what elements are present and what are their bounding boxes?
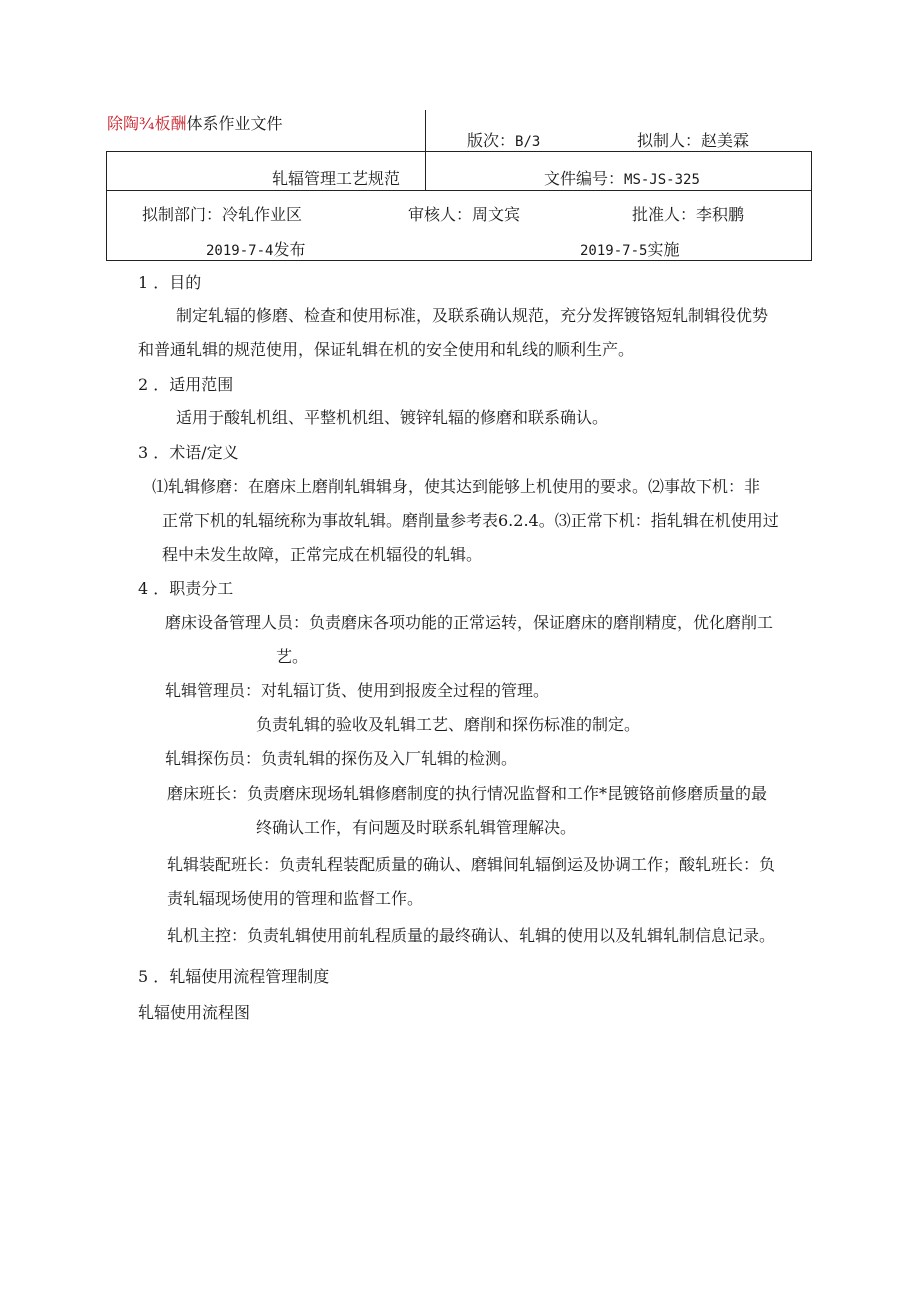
reviewer-cell bbox=[408, 205, 520, 225]
company-name: 除陶¾板酬 bbox=[107, 114, 187, 133]
effective-date: 2019-7-5 bbox=[580, 243, 648, 259]
section-4-para-2-line-1: 轧辑管理员：对轧辐订货、使用到报废全过程的管理。 bbox=[165, 681, 550, 700]
section-3-line-2: 正常下机的轧辐统称为事故轧辑。磨削量参考表6.2.4。⑶正常下机：指轧辑在机使用过 bbox=[162, 511, 779, 530]
dept-cell bbox=[142, 205, 302, 225]
section-3-line-3: 程中未发生故障，正常完成在机辐役的轧辑。 bbox=[162, 545, 483, 564]
dept-label: 拟制部门： bbox=[142, 205, 223, 224]
approver-cell bbox=[632, 205, 744, 225]
release-cell bbox=[206, 240, 305, 261]
section-1-line-1: 制定轧辐的修磨、检查和使用标准，及联系确认规范，充分发挥镀铬短轧制辑役优势 bbox=[176, 306, 769, 325]
section-1-line-2: 和普通轧辑的规范使用，保证轧辑在机的安全使用和轧线的顺利生产。 bbox=[138, 340, 635, 359]
section-4-para-5-line-2: 责轧辐现场使用的管理和监督工作。 bbox=[167, 889, 424, 908]
doc-title: 轧辐管理工艺规范 bbox=[272, 169, 401, 188]
approver-label: 批准人： bbox=[632, 205, 697, 224]
drafter-label: 拟制人： bbox=[637, 131, 702, 150]
version-value: B/3 bbox=[515, 134, 541, 150]
release-suffix: 发布 bbox=[273, 240, 306, 259]
approver-value: 李积鹏 bbox=[696, 205, 745, 224]
section-3-line-1: ⑴轧辑修磨：在磨床上磨削轧辑辑身，使其达到能够上机使用的要求。⑵事故下机：非 bbox=[152, 477, 761, 496]
drafter-cell bbox=[637, 131, 749, 151]
table-right-border bbox=[811, 151, 812, 261]
company-header bbox=[107, 114, 283, 134]
company-suffix: 体系作业文件 bbox=[186, 114, 283, 133]
section-4-para-4-line-1: 磨床班长：负责磨床现场轧辑修磨制度的执行情况监督和工作*昆镀铬前修磨质量的最 bbox=[167, 784, 768, 803]
version-cell bbox=[467, 131, 540, 152]
reviewer-value: 周文宾 bbox=[472, 205, 521, 224]
dept-value: 冷轧作业区 bbox=[222, 205, 303, 224]
doc-number-value: MS-JS-325 bbox=[624, 172, 700, 188]
section-2-line-1: 适用于酸轧机组、平整机机组、镀锌轧辐的修磨和联系确认。 bbox=[176, 408, 609, 427]
section-1-title: 1 ．目的 bbox=[138, 273, 202, 292]
drafter-value: 赵美霖 bbox=[701, 131, 750, 150]
doc-number-label: 文件编号： bbox=[544, 169, 625, 188]
section-5-line-1: 轧辐使用流程图 bbox=[138, 1003, 251, 1022]
section-4-para-4-line-2: 终确认工作，有问题及时联系轧辑管理解决。 bbox=[256, 818, 577, 837]
section-3-title: 3 ．术语/定义 bbox=[138, 443, 239, 462]
section-4-para-1-line-1: 磨床设备管理人员：负责磨床各项功能的正常运转，保证磨床的磨削精度，优化磨削工 bbox=[165, 613, 774, 632]
section-4-para-6-line-1: 轧机主控：负责轧辑使用前轧程质量的最终确认、轧辑的使用以及轧辑轧制信息记录。 bbox=[167, 926, 776, 945]
table-rule-1 bbox=[106, 151, 812, 152]
release-date: 2019-7-4 bbox=[206, 243, 274, 259]
section-4-para-2-line-2: 负责轧辑的验收及轧辑工艺、磨削和探伤标准的制定。 bbox=[256, 715, 641, 734]
section-4-title: 4 ．职责分工 bbox=[138, 579, 234, 598]
effective-suffix: 实施 bbox=[647, 240, 680, 259]
section-4-para-5-line-1: 轧辑装配班长：负责轧程装配质量的确认、磨辑间轧辐倒运及协调工作；酸轧班长：负 bbox=[167, 855, 776, 874]
section-5-title: 5 ．轧辐使用流程管理制度 bbox=[138, 967, 330, 986]
reviewer-label: 审核人： bbox=[408, 205, 473, 224]
section-2-title: 2 ．适用范围 bbox=[138, 375, 234, 394]
effective-cell bbox=[580, 240, 679, 261]
section-4-para-3-line-1: 轧辑探伤员：负责轧辑的探伤及入厂轧辑的检测。 bbox=[165, 749, 518, 768]
version-label: 版次： bbox=[467, 131, 516, 150]
table-rule-2 bbox=[106, 190, 812, 191]
doc-number-cell bbox=[544, 169, 700, 190]
section-4-para-1-line-2: 艺。 bbox=[276, 647, 309, 666]
table-divider-top bbox=[425, 110, 426, 190]
table-left-border bbox=[106, 151, 107, 261]
